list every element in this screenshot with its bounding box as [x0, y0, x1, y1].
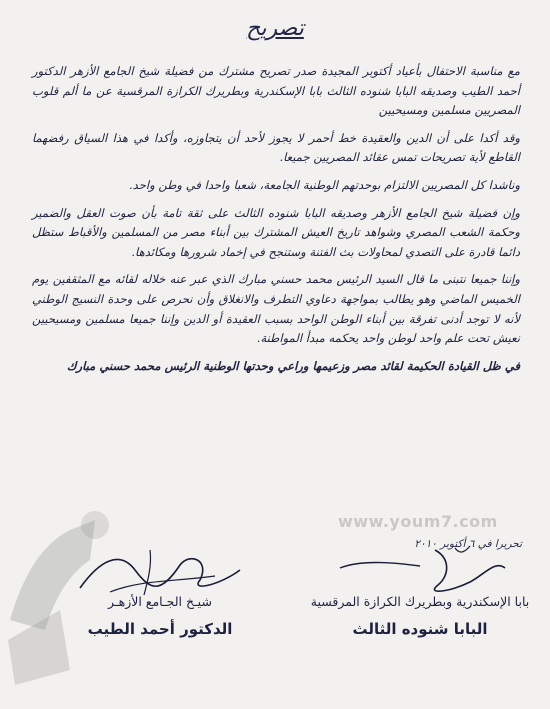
document-title: تصريح — [246, 16, 304, 41]
document-date: تحريرا في ٦ أكتوبر ٢٠١٠ — [414, 538, 522, 550]
handwritten-signature-right — [300, 540, 540, 600]
signatory-right-role: بابا الإسكندرية وبطريرك الكرازة المرقسية — [310, 594, 530, 609]
paragraph-2: وقد أكدا على أن الدين والعقيدة خط أحمر لا يجوز لأحد أن يتجاوزه، وأكدا في هذا السياق رفضهما القاطع لأية تصريحات تمس عقائد المصريين جميعا. — [32, 130, 520, 165]
signatory-left-name: الدكتور أحمد الطيب — [87, 620, 233, 638]
paragraph-5: وإننا جميعا نتبنى ما قال السيد الرئيس محمد حسني مبارك الذي عبر عنه خلاله لقائه مع المثقفين يوم الخميس الماضي وهو يطالب بمواجهة دعاوي التطرف والانغلاق وأن نحرص على وحدة النسيج الوطني لأنه لا توجد أدنى تفرقة بين أبناء الوطن الواحد بسبب العقيدة أو الدين وإننا جميعا مسلمين ومسيحيين نعيش تحت علم واحد لوطن واحد يحكمه مبدأ المواطنة. — [32, 272, 520, 346]
paragraph-6: في ظل القيادة الحكيمة لقائد مصر وزعيمها وراعي وحدتها الوطنية الرئيس محمد حسني مبارك — [66, 358, 520, 373]
handwritten-signature-left — [40, 540, 280, 600]
paragraph-4: وإن فضيلة شيخ الجامع الأزهر وصديقه البابا شنوده الثالث على ثقة تامة بأن صوت العقل والضمير وحكمة الشعب المصري وشواهد تاريخ العيش المشترك بين أبناء مصر من المسلمين والأقباط ستظل دائما قادرة على التصدي لمحاولات بث الفتنة وستنجح في إخماد شرورها ومكائدها. — [32, 205, 520, 259]
signatory-left-role: شيـخ الجـامع الأزهـر — [108, 594, 212, 609]
paragraph-1: مع مناسبة الاحتفال بأعياد أكتوبر المجيدة صدر تصريح مشترك من فضيلة شيخ الجامع الأزهر الدكتور أحمد الطيب وصديقه البابا شنوده الثالث بابا الإسكندرية وبطريرك الكرازة المرقسية عن ما ألم قلوب المصريين مسلمين ومسيحيين — [32, 64, 520, 118]
signature-block-left — [40, 540, 280, 640]
document-body — [32, 62, 520, 384]
watermark-url: www.youm7.com — [338, 512, 498, 531]
signature-block-right — [300, 540, 540, 640]
signatory-right-name: البابا شنوده الثالث — [352, 620, 488, 638]
paragraph-3: وناشدا كل المصريين الالتزام بوحدتهم الوطنية الجامعة، شعبا واحدا في وطن واحد. — [128, 177, 520, 192]
